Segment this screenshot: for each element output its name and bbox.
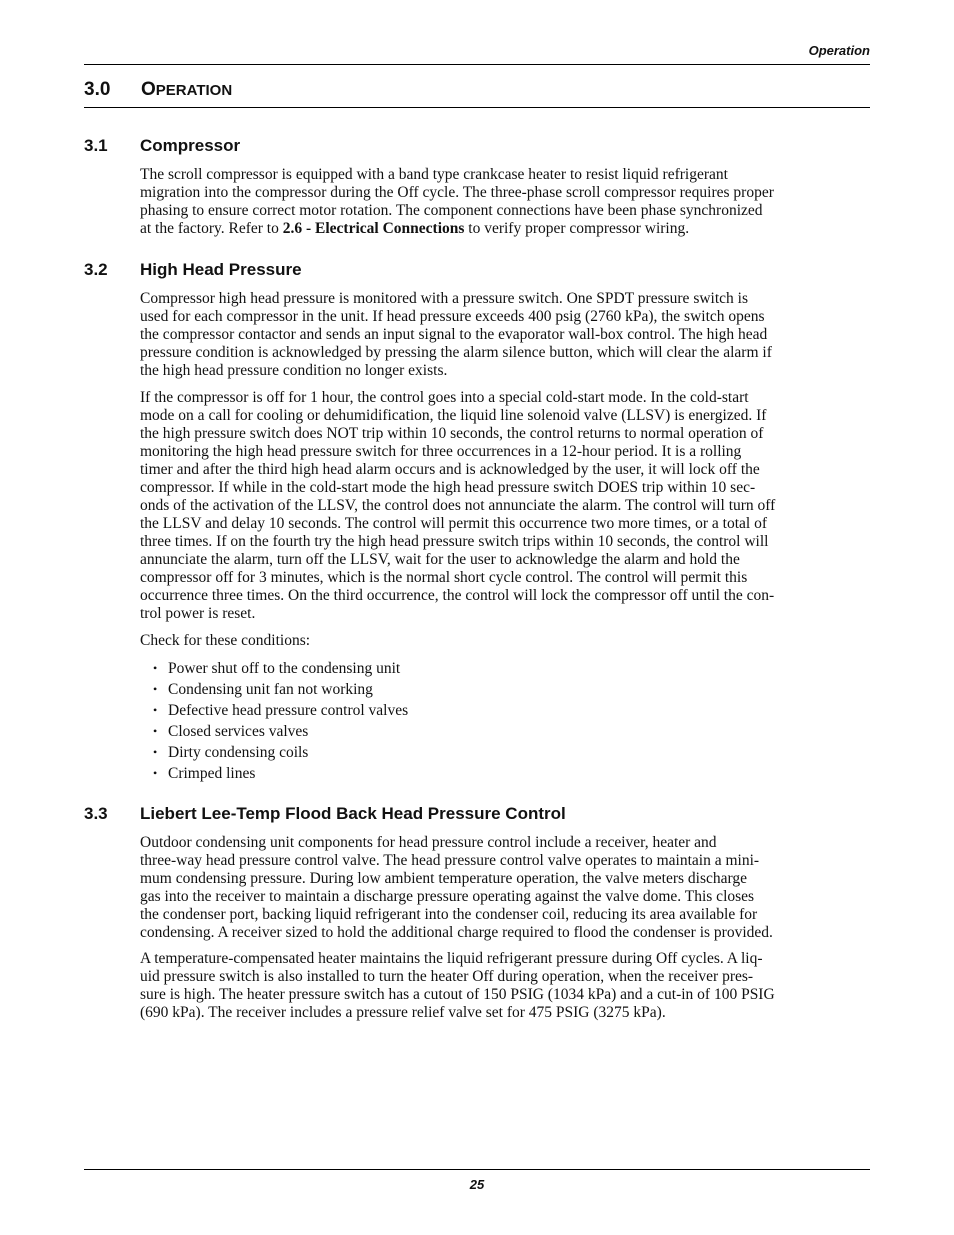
list-item [140,679,408,700]
heading-3-3 [84,804,566,824]
text-line: onds of the activation of the LLSV, the control does not annunciate the alarm. The control will turn off [140,497,776,514]
list-item [140,700,408,721]
cross-reference: 2.6 - Electrical Connections [282,220,465,237]
list-item-text: Crimped lines [168,765,256,782]
compressor-paragraph [140,166,870,238]
check-conditions-intro [140,632,870,650]
text-line: compressor off for 3 minutes, which is the normal short cycle control. The control will permit this [140,569,748,586]
high-head-paragraph-2 [140,389,870,623]
text-line: uid pressure switch is also installed to turn the heater Off during operation, when the receiver pres- [140,968,754,985]
text-line: compressor. If while in the cold-start mode the high head pressure switch DOES trip within 10 sec- [140,479,756,496]
text-line: the compressor contactor and sends an input signal to the evaporator wall-box control. The high head [140,326,768,343]
text-line: occurrence three times. On the third occurrence, the control will lock the compressor off until the con- [140,587,775,604]
text-line: the high head pressure condition no longer exists. [140,362,448,379]
bullet-icon: • [153,766,158,780]
text-line: Compressor high head pressure is monitored with a pressure switch. One SPDT pressure switch is [140,290,748,307]
bullet-icon: • [153,682,158,696]
text-line: migration into the compressor during the Off cycle. The three-phase scroll compressor requires proper [140,184,774,201]
header-rule [84,64,870,65]
bullet-icon: • [153,661,158,675]
list-item [140,742,408,763]
text-line: mum condensing pressure. During low ambient temperature operation, the valve meters discharge [140,870,748,887]
list-item-text: Power shut off to the condensing unit [168,660,401,677]
section-rule [84,107,870,108]
text-line: three-way head pressure control valve. The head pressure control valve operates to maintain a mini- [140,852,760,869]
lee-temp-paragraph-2 [140,950,870,1022]
section-title-initial: O [141,79,156,100]
heading-3-2 [84,260,302,280]
text-line: pressure condition is acknowledged by pressing the alarm silence button, which will clear the alarm if [140,344,772,361]
text-line: the high pressure switch does NOT trip within 10 seconds, the control returns to normal operation of [140,425,764,442]
conditions-list [140,658,408,784]
text-line: the LLSV and delay 10 seconds. The control will permit this occurrence two more times, or a total of [140,515,768,532]
text-line: used for each compressor in the unit. If head pressure exceeds 400 psig (2760 kPa), the switch opens [140,308,765,325]
text-line: If the compressor is off for 1 hour, the control goes into a special cold-start mode. In the cold-start [140,389,749,406]
heading-title: High Head Pressure [140,260,302,279]
text-line: trol power is reset. [140,605,256,622]
page-number: 25 [469,1177,485,1192]
text-line: condensing. A receiver sized to hold the additional charge required to flood the condenser is provided. [140,924,773,941]
heading-number: 3.2 [84,260,108,279]
list-item [140,721,408,742]
text-line: Outdoor condensing unit components for head pressure control include a receiver, heater and [140,834,717,851]
text-line [140,220,870,238]
section-heading [84,79,232,101]
heading-title: Liebert Lee-Temp Flood Back Head Pressure Control [140,804,566,823]
heading-3-1 [84,136,240,156]
text-line: The scroll compressor is equipped with a band type crankcase heater to resist liquid refrigerant [140,166,728,183]
text-line: the condenser port, backing liquid refrigerant into the condenser coil, reducing its area available for [140,906,758,923]
text-line: (690 kPa). The receiver includes a pressure relief valve set for 475 PSIG (3275 kPa). [140,1004,666,1021]
section-title-rest: PERATION [155,82,233,99]
text-line: timer and after the third high head alarm occurs and is acknowledged by the user, it will lock off the [140,461,760,478]
heading-title: Compressor [140,136,241,155]
bullet-icon: • [153,724,158,738]
list-item-text: Dirty condensing coils [168,744,309,761]
text-line: phasing to ensure correct motor rotation. The component connections have been phase synchronized [140,202,763,219]
running-head: Operation [808,43,870,58]
section-number: 3.0 [84,79,111,100]
text-line: three times. If on the fourth try the high head pressure switch trips within 10 seconds, the control will [140,533,769,550]
lee-temp-paragraph-1 [140,834,870,942]
list-item-text: Defective head pressure control valves [168,702,409,719]
bullet-icon: • [153,703,158,717]
text-line: Check for these conditions: [140,632,311,649]
high-head-paragraph-1 [140,290,870,380]
text-line: annunciate the alarm, turn off the LLSV, wait for the user to acknowledge the alarm and hold the [140,551,740,568]
text-span: to verify proper compressor wiring. [464,220,690,237]
list-item [140,763,408,784]
bullet-icon: • [153,745,158,759]
list-item-text: Condensing unit fan not working [168,681,373,698]
text-line: gas into the receiver to maintain a discharge pressure operating against the valve dome. This closes [140,888,755,905]
text-span: at the factory. Refer to [140,220,283,237]
text-line: sure is high. The heater pressure switch has a cutout of 150 PSIG (1034 kPa) and a cut-in of 100 PSIG [140,986,775,1003]
list-item [140,658,408,679]
text-line: monitoring the high head pressure switch for three occurrences in a 12-hour period. It is a rolling [140,443,742,460]
text-line: A temperature-compensated heater maintains the liquid refrigerant pressure during Off cycles. A liq- [140,950,763,967]
heading-number: 3.1 [84,136,108,155]
list-item-text: Closed services valves [168,723,309,740]
footer-rule [84,1169,870,1170]
heading-number: 3.3 [84,804,108,823]
text-line: mode on a call for cooling or dehumidification, the liquid line solenoid valve (LLSV) is energized. If [140,407,767,424]
